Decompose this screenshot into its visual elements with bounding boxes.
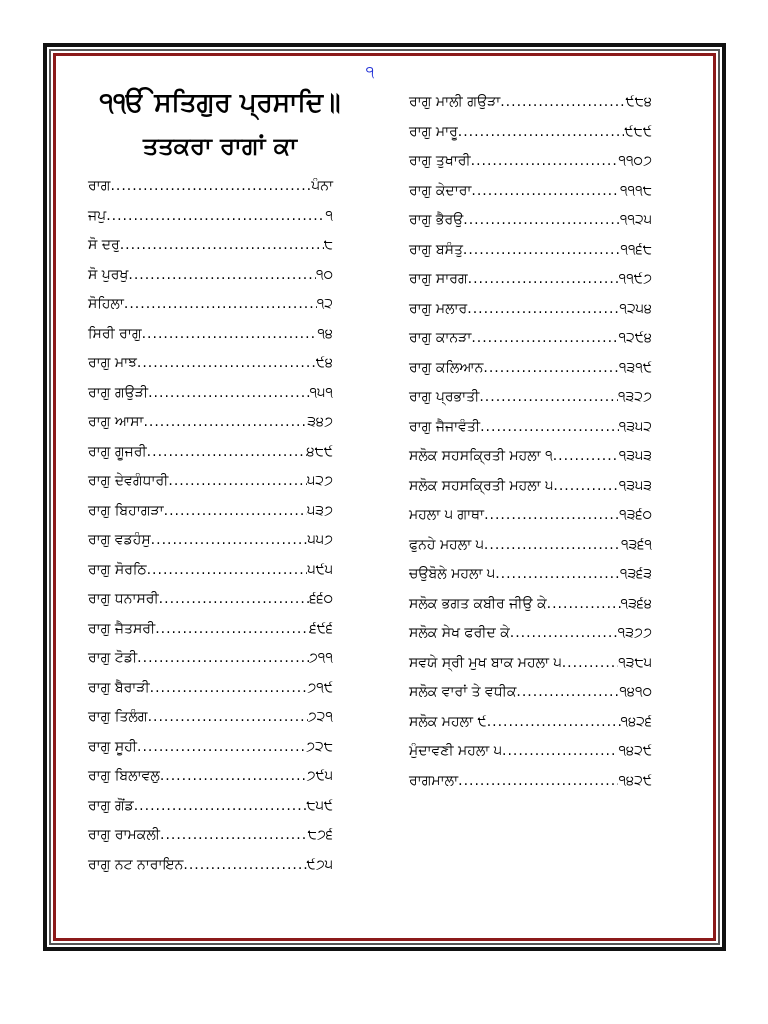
dot-leader — [142, 320, 318, 350]
index-entry-name: ਰਾਗੁ ਕਲਿਆਨ — [409, 359, 484, 376]
index-entry — [409, 649, 652, 679]
index-entry — [409, 383, 652, 413]
index-entry — [409, 413, 652, 443]
index-entry-page: ੧੩੬੦ — [619, 507, 652, 523]
index-entry-page: ੮੫੯ — [306, 797, 333, 814]
dot-leader — [468, 265, 619, 295]
dot-leader — [148, 703, 308, 733]
index-entry — [409, 295, 652, 325]
dot-leader — [467, 295, 619, 325]
index-entry-page: ੭੨੧ — [307, 709, 333, 725]
index-entry-page: ੭੯੫ — [306, 768, 333, 784]
index-entry-page: ੧੪੨੯ — [618, 743, 652, 759]
index-entry-name: ਸਲੋਕ ਸਹਸਕ੍ਰਿਤੀ ਮਹਲਾ ੧ — [409, 448, 553, 464]
dot-leader — [471, 147, 619, 177]
dot-leader — [147, 438, 307, 468]
index-entry-name: ਰਾਗਮਾਲਾ — [409, 772, 459, 789]
index-entry-name: ਰਾਗੁ ਵਡਹੰਸੁ — [88, 532, 151, 548]
dot-leader — [471, 177, 620, 207]
index-entry — [88, 733, 333, 763]
index-entry-name: ਰਾਗੁ ਮਾਲੀ ਗਉੜਾ — [409, 94, 501, 110]
index-entry — [409, 206, 652, 236]
index-entry-name: ਸਲੋਕ ਮਹਲਾ ੯ — [409, 713, 487, 730]
index-entry-name: ਰਾਗੁ ਬਸੰਤੁ — [409, 241, 463, 258]
dot-leader — [553, 442, 619, 472]
index-entry — [409, 708, 652, 738]
index-entry — [88, 438, 333, 468]
index-entry-name: ਸੋ ਦਰੁ — [88, 237, 120, 253]
index-entry-name: ਰਾਗ — [88, 178, 111, 194]
index-entry-name: ਰਾਗੁ ਨਟ ਨਾਰਾਇਨ — [88, 856, 184, 873]
index-entry-page: ੧ — [325, 207, 333, 224]
index-entry-page: ੧੨੯੪ — [618, 330, 652, 346]
index-entry — [88, 556, 333, 586]
index-entry-name: ਰਾਗੁ ਟੋਡੀ — [88, 650, 138, 666]
dot-leader — [137, 644, 309, 674]
index-entry-name: ਸਲੋਕ ਵਾਰਾਂ ਤੇ ਵਧੀਕ — [409, 684, 517, 700]
index-entry — [409, 531, 652, 561]
index-entry-page: ੧੩੫੩ — [618, 477, 652, 494]
page-number: ੧ — [365, 62, 375, 81]
title-invocation: ੧ੴ ਸਤਿਗੁਰ ਪ੍ਰਸਾਦਿ॥ — [99, 88, 341, 118]
index-entry-page: ੯੭੫ — [306, 856, 333, 873]
index-entry-page: ੭੧੧ — [308, 650, 333, 666]
dot-leader — [463, 206, 620, 236]
index-entry-page: ੩੪੭ — [307, 414, 333, 430]
index-entry-name: ਰਾਗੁ ਮਾਝ — [88, 355, 137, 371]
index-entry-page: ੬੯੬ — [309, 620, 333, 637]
dot-leader — [106, 202, 325, 232]
index-entry-page: ੪੮੯ — [306, 443, 333, 460]
index-entry-name: ਮਹਲਾ ੫ ਗਾਥਾ — [409, 507, 485, 523]
index-entry-page: ੧੨੫੪ — [619, 300, 652, 317]
index-entry — [409, 442, 652, 472]
index-entry — [88, 349, 333, 379]
index-entry — [88, 172, 333, 202]
index-entry — [88, 792, 333, 822]
index-entry — [88, 320, 333, 350]
index-entry-page: ੧੧੬੮ — [620, 241, 652, 258]
dot-leader — [480, 413, 619, 443]
index-entry-name: ਰਾਗੁ ਸੋਰਠਿ — [88, 561, 147, 578]
index-entry-page: ੭੧੯ — [307, 679, 333, 696]
index-entry-name: ਰਾਗੁ ਮਾਰੂ — [409, 123, 458, 140]
index-entry-page: ੧੪੧੦ — [619, 684, 652, 700]
index-entry — [88, 821, 333, 851]
dot-leader — [495, 560, 620, 590]
index-entry-name: ਰਾਗੁ ਧਨਾਸਰੀ — [88, 591, 159, 607]
index-entry-name: ਰਾਗੁ ਦੇਵਗੰਧਾਰੀ — [88, 473, 169, 489]
dot-leader — [183, 851, 306, 881]
index-entry — [409, 147, 652, 177]
index-entry-name: ਰਾਗੁ ਰਾਮਕਲੀ — [88, 827, 160, 843]
index-entry — [409, 560, 652, 590]
index-entry-page: ੧੩੬੩ — [619, 566, 652, 582]
dot-leader — [150, 674, 308, 704]
dot-leader — [164, 497, 307, 527]
index-entry-name: ਰਾਗੁ ਤਿਲੰਗ — [88, 709, 148, 725]
index-entry — [88, 379, 333, 409]
index-entry-name: ਸਲੋਕ ਸੇਖ ਫਰੀਦ ਕੇ — [409, 625, 510, 641]
index-entry-page: ੧੩੮੫ — [618, 654, 652, 671]
dot-leader — [479, 383, 618, 413]
index-entry-page: ੭੨੮ — [306, 738, 333, 755]
dot-leader — [160, 762, 307, 792]
index-entry-name: ਰਾਗੁ ਜੈਤਸਰੀ — [88, 620, 156, 637]
index-entry-page: ੧੩੫੩ — [618, 448, 652, 464]
dot-leader — [463, 236, 621, 266]
index-entry-page: ੧੧੨੫ — [619, 212, 652, 228]
dot-leader — [553, 472, 618, 502]
index-entry — [88, 615, 333, 645]
index-entry-page: ੮੭੬ — [307, 827, 333, 843]
index-entry-name: ਸੋਹਿਲਾ — [88, 296, 124, 312]
dot-leader — [120, 231, 324, 261]
index-entry-name: ਜਪੁ — [88, 207, 107, 224]
index-entry — [409, 236, 652, 266]
index-entry-name: ਰਾਗੁ ਗੋਂਡ — [88, 797, 134, 814]
index-entry — [88, 762, 333, 792]
index-column-left — [88, 172, 333, 880]
index-entry — [88, 467, 333, 497]
index-entry-name: ਰਾਗੁ ਮਲਾਰ — [409, 300, 468, 317]
index-entry-name: ਰਾਗੁ ਸੂਹੀ — [88, 738, 138, 755]
index-entry-name: ਸਿਰੀ ਰਾਗੁ — [88, 325, 142, 342]
index-entry — [409, 265, 652, 295]
index-entry-page: ੧੧੦੭ — [618, 153, 652, 169]
index-entry-page: ੫੩੭ — [307, 502, 333, 519]
index-entry — [88, 851, 333, 881]
dot-leader — [483, 354, 619, 384]
dot-leader — [458, 767, 618, 797]
index-entry-name: ਫੁਨਹੇ ਮਹਲਾ ੫ — [409, 536, 484, 553]
index-entry — [88, 674, 333, 704]
index-entry-page: ੫੨੭ — [307, 473, 333, 489]
index-entry-name: ਰਾਗੁ ਬੈਰਾੜੀ — [88, 679, 150, 696]
dot-leader — [147, 556, 308, 586]
index-entry — [409, 88, 652, 118]
index-entry-page: ੯੪ — [315, 355, 333, 371]
dot-leader — [484, 501, 619, 531]
index-entry-page: ੧੧੧੮ — [619, 182, 652, 199]
dot-leader — [159, 585, 310, 615]
index-entry — [409, 737, 652, 767]
dot-leader — [137, 733, 306, 763]
index-entry-page: ੧੫੧ — [309, 384, 333, 401]
index-entry-page: ੧੩੧੯ — [618, 359, 652, 376]
index-entry — [88, 703, 333, 733]
dot-leader — [148, 379, 309, 409]
index-entry-page: ੯੮੯ — [624, 123, 652, 140]
dot-leader — [151, 526, 308, 556]
index-entry — [409, 590, 652, 620]
index-entry-page: ੧੧੯੭ — [618, 271, 652, 287]
index-entry — [88, 261, 333, 291]
index-entry — [88, 644, 333, 674]
index-entry-page: ੧੪ — [317, 325, 333, 342]
index-entry-name: ਰਾਗੁ ਬਿਹਾਗੜਾ — [88, 502, 164, 519]
index-entry-name: ਰਾਗੁ ਗੂਜਰੀ — [88, 443, 147, 460]
index-entry-name: ਰਾਗੁ ਬਿਲਾਵਲੁ — [88, 768, 160, 784]
index-entry-page: ਪੰਨਾ — [311, 178, 333, 194]
dot-leader — [143, 408, 307, 438]
dot-leader — [471, 324, 618, 354]
title-index-heading: ਤਤਕਰਾ ਰਾਗਾਂ ਕਾ — [142, 132, 297, 160]
index-entry-name: ਸਲੋਕ ਸਹਸਕ੍ਰਿਤੀ ਮਹਲਾ ੫ — [409, 477, 554, 494]
index-entry-page: ੬੬੦ — [309, 591, 333, 607]
index-entry-name: ਰਾਗੁ ਕੇਦਾਰਾ — [409, 182, 472, 199]
index-entry-page: ੧੩੬੧ — [620, 536, 652, 553]
dot-leader — [155, 615, 309, 645]
dot-leader — [134, 792, 307, 822]
dot-leader — [160, 821, 308, 851]
index-entry — [88, 585, 333, 615]
index-entry-page: ੧੦ — [315, 266, 333, 283]
dot-leader — [487, 708, 621, 738]
index-entry-name: ਮੁੰਦਾਵਣੀ ਮਹਲਾ ੫ — [409, 743, 502, 759]
dot-leader — [137, 349, 316, 379]
dot-leader — [110, 172, 311, 202]
index-entry — [409, 472, 652, 502]
dot-leader — [128, 261, 316, 291]
index-entry-page: ੧੪੨੯ — [618, 772, 652, 789]
dot-leader — [124, 290, 317, 320]
index-entry — [88, 202, 333, 232]
dot-leader — [502, 737, 618, 767]
index-entry-name: ਰਾਗੁ ਕਾਨੜਾ — [409, 330, 472, 346]
index-entry — [409, 501, 652, 531]
index-entry-name: ਰਾਗੁ ਭੈਰਉ — [409, 212, 464, 228]
index-entry-page: ੫੯੫ — [307, 561, 333, 578]
index-entry-page: ੫੫੭ — [307, 532, 333, 548]
dot-leader — [562, 649, 618, 679]
index-entry-name: ਰਾਗੁ ਗਉੜੀ — [88, 384, 149, 401]
dot-leader — [500, 88, 625, 118]
index-entry-name: ਰਾਗੁ ਜੈਜਾਵੰਤੀ — [409, 418, 481, 435]
index-entry — [409, 767, 652, 797]
index-entry-page: ੧੩੨੭ — [617, 389, 652, 405]
index-entry-name: ਰਾਗੁ ਪ੍ਰਭਾਤੀ — [409, 389, 480, 405]
index-entry-page: ੮ — [323, 237, 333, 253]
index-entry — [409, 324, 652, 354]
index-entry — [88, 526, 333, 556]
index-entry — [88, 231, 333, 261]
index-entry — [409, 678, 652, 708]
index-entry-name: ਸਲੋਕ ਭਗਤ ਕਬੀਰ ਜੀਉ ਕੇ — [409, 595, 547, 612]
index-column-right — [409, 88, 652, 796]
dot-leader — [484, 531, 621, 561]
index-entry-name: ਰਾਗੁ ਤੁਖਾਰੀ — [409, 153, 471, 169]
index-entry-page: ੧੩੬੪ — [620, 595, 652, 612]
dot-leader — [168, 467, 307, 497]
dot-leader — [547, 590, 621, 620]
index-entry-page: ੧੩੭੭ — [617, 625, 652, 641]
index-entry-name: ਰਾਗੁ ਆਸਾ — [88, 414, 144, 430]
index-entry-page: ੧੩੫੨ — [618, 418, 652, 435]
index-entry-page: ੯੮੪ — [625, 94, 652, 110]
index-entry-name: ਰਾਗੁ ਸਾਰਗ — [409, 271, 468, 287]
index-entry — [88, 290, 333, 320]
index-entry — [409, 619, 652, 649]
index-entry — [409, 177, 652, 207]
dot-leader — [510, 619, 618, 649]
index-entry — [409, 354, 652, 384]
index-entry-page: ੧੪੨੬ — [620, 713, 652, 730]
index-entry — [409, 118, 652, 148]
index-entry — [88, 408, 333, 438]
index-entry-name: ਚਉਬੋਲੇ ਮਹਲਾ ੫ — [409, 566, 496, 582]
index-entry-name: ਸੋ ਪੁਰਖੁ — [88, 266, 129, 283]
index-entry-page: ੧੨ — [316, 296, 333, 312]
dot-leader — [458, 118, 625, 148]
index-entry-name: ਸਵਯੇ ਸ੍ਰੀ ਮੁਖ ਬਾਕ ਮਹਲਾ ੫ — [409, 654, 562, 671]
dot-leader — [516, 678, 619, 708]
index-entry — [88, 497, 333, 527]
